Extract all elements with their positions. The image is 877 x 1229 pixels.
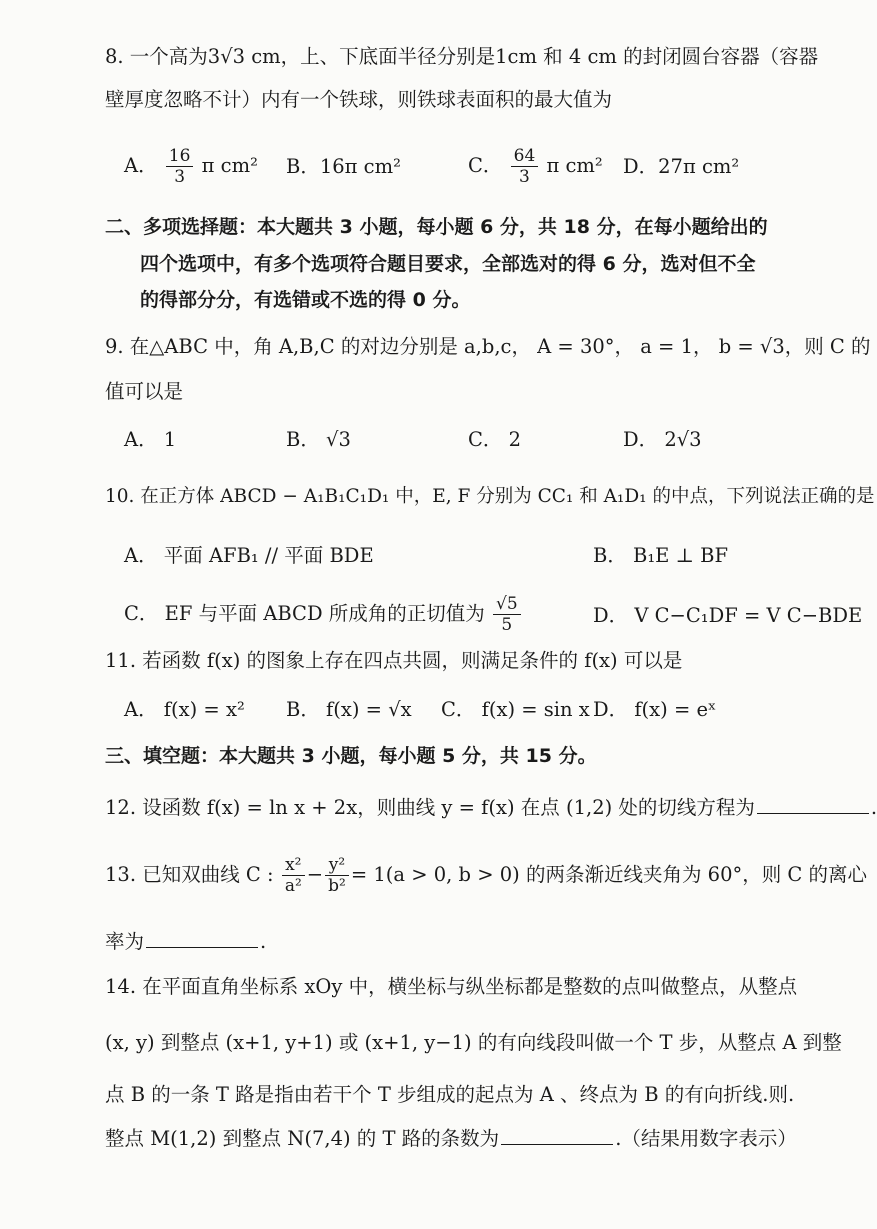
section2-heading-line2: 四个选项中，有多个选项符合题目要求，全部选对的得 6 分，选对但不全 bbox=[140, 253, 756, 275]
q13-line2-prefix: 率为 bbox=[105, 930, 145, 953]
q13-fraction-y bbox=[325, 855, 349, 896]
q9-option-c: C． 2 bbox=[468, 428, 522, 451]
q8-option-a bbox=[124, 143, 258, 189]
q13-fraction-y-den: b² bbox=[328, 876, 346, 896]
q13-fraction-x-num: x² bbox=[282, 855, 305, 876]
q11-option-b: B． f(x) = √x bbox=[286, 698, 412, 721]
q8-stem-line1: 8. 一个高为3√3 cm，上、下底面半径分别是1cm 和 4 cm 的封闭圆台容器（容器 bbox=[105, 45, 819, 68]
q8-option-a-label: A． bbox=[124, 154, 158, 177]
q13-answer-blank[interactable] bbox=[146, 925, 258, 948]
q10-option-b: B． B₁E ⊥ BF bbox=[593, 544, 729, 567]
q11-stem: 11. 若函数 f(x) 的图象上存在四点共圆，则满足条件的 f(x) 可以是 bbox=[105, 649, 683, 672]
q8-option-c-num: 64 bbox=[511, 146, 539, 167]
q14-stem-line4 bbox=[105, 1122, 800, 1154]
q9-stem-line2: 值可以是 bbox=[105, 380, 184, 403]
q8-option-a-den: 3 bbox=[174, 167, 186, 187]
q8-option-a-unit: π cm² bbox=[201, 154, 258, 177]
q14-stem-line3: 点 B 的一条 T 路是指由若干个 T 步组成的起点为 A 、终点为 B 的有向折线.则. bbox=[105, 1083, 795, 1106]
q14-line4-prefix: 整点 M(1,2) 到整点 N(7,4) 的 T 路的条数为 bbox=[105, 1127, 500, 1150]
q13-fraction-x-den: a² bbox=[284, 876, 302, 896]
q8-option-c bbox=[468, 143, 603, 189]
q8-option-d bbox=[623, 152, 739, 182]
q8-option-a-num: 16 bbox=[166, 146, 194, 167]
q8-option-b-label: B． bbox=[286, 155, 320, 178]
q10-option-c-num: √5 bbox=[493, 594, 521, 615]
q13-end: . bbox=[260, 930, 267, 953]
q8-option-b bbox=[286, 152, 401, 182]
q10-option-c-text: C． EF 与平面 ABCD 所成角的正切值为 bbox=[124, 602, 485, 625]
q8-option-c-unit: π cm² bbox=[546, 154, 603, 177]
section2-heading-line1: 二、多项选择题：本大题共 3 小题，每小题 6 分，共 18 分，在每小题给出的 bbox=[105, 216, 768, 238]
q8-option-c-den: 3 bbox=[519, 167, 530, 187]
q13-stem-line1 bbox=[105, 848, 868, 902]
q9-option-b: B． √3 bbox=[286, 428, 351, 451]
q13-suffix: = 1(a > 0, b > 0) 的两条渐近线夹角为 60°，则 C 的离心 bbox=[350, 863, 868, 886]
q14-line4-suffix: .（结果用数字表示） bbox=[615, 1127, 797, 1150]
q10-option-c-den: 5 bbox=[501, 615, 513, 635]
q11-option-d: D． f(x) = eˣ bbox=[593, 698, 717, 721]
q9-stem-line1: 9. 在△ABC 中，角 A,B,C 的对边分别是 a,b,c， A = 30°， a = 1， b = √3，则 C 的 bbox=[105, 335, 871, 358]
q9-option-a: A． 1 bbox=[124, 428, 177, 451]
q13-prefix: 13. 已知双曲线 C : bbox=[105, 863, 274, 886]
q11-option-c: C． f(x) = sin x bbox=[441, 698, 590, 721]
q12-stem bbox=[105, 791, 877, 823]
section2-heading-line3: 的得部分分，有选错或不选的得 0 分。 bbox=[140, 289, 471, 311]
q10-option-d: D． V C−C₁DF = V C−BDE bbox=[593, 604, 863, 627]
q13-fraction-x bbox=[282, 855, 305, 896]
section3-heading: 三、填空题：本大题共 3 小题，每小题 5 分，共 15 分。 bbox=[105, 745, 597, 767]
q8-option-c-label: C． bbox=[468, 154, 503, 177]
q8-option-d-label: D． bbox=[623, 155, 659, 178]
q8-option-d-text: 27π cm² bbox=[658, 155, 740, 178]
q10-option-c bbox=[124, 591, 523, 637]
q12-answer-blank[interactable] bbox=[757, 791, 869, 814]
q9-option-d: D． 2√3 bbox=[623, 428, 702, 451]
q8-option-a-fraction bbox=[166, 146, 194, 187]
q13-stem-line2 bbox=[105, 925, 800, 957]
q11-option-a: A． f(x) = x² bbox=[124, 698, 245, 721]
q14-stem-line2: (x, y) 到整点 (x+1, y+1) 或 (x+1, y−1) 的有向线段叫做一个 T 步，从整点 A 到整 bbox=[105, 1031, 842, 1054]
q10-stem: 10. 在正方体 ABCD − A₁B₁C₁D₁ 中，E, F 分别为 CC₁ 和 A₁D₁ 的中点，下列说法正确的是 bbox=[105, 486, 875, 507]
q10-option-a: A． 平面 AFB₁ // 平面 BDE bbox=[124, 544, 374, 567]
q14-answer-blank[interactable] bbox=[501, 1122, 613, 1145]
q12-end: . bbox=[870, 796, 877, 819]
q8-stem-line2: 壁厚度忽略不计）内有一个铁球，则铁球表面积的最大值为 bbox=[105, 88, 613, 111]
q13-fraction-y-num: y² bbox=[325, 855, 349, 876]
q12-stem-text: 12. 设函数 f(x) = ln x + 2x，则曲线 y = f(x) 在点 (1,2) 处的切线方程为 bbox=[105, 796, 755, 819]
q13-minus: − bbox=[306, 863, 324, 886]
q8-option-b-text: 16π cm² bbox=[319, 155, 401, 178]
q10-option-c-fraction bbox=[493, 594, 521, 635]
q8-option-c-fraction bbox=[511, 146, 539, 187]
q14-stem-line1: 14. 在平面直角坐标系 xOy 中，横坐标与纵坐标都是整数的点叫做整点，从整点 bbox=[105, 975, 798, 998]
